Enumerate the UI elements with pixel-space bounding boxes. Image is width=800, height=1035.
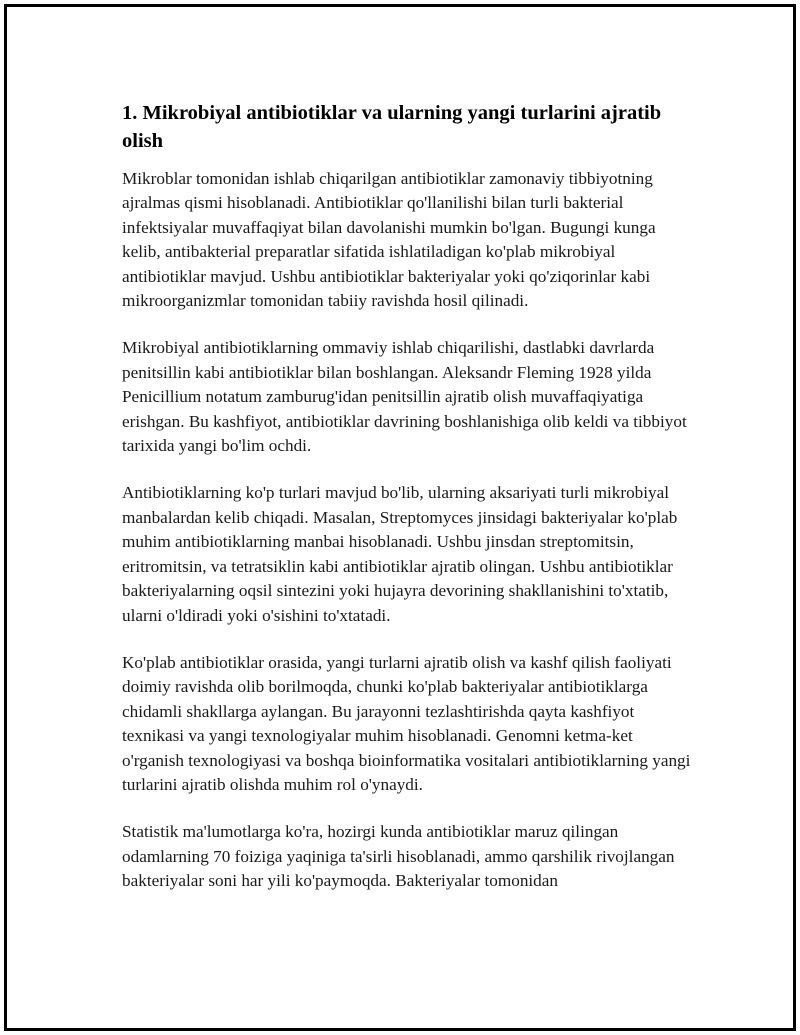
paragraph-3: Antibiotiklarning ko'p turlari mavjud bo'lib, ularning aksariyati turli mikrobiyal manbalardan kelib chiqadi. Masalan, Streptomyces jinsidagi bakteriyalar ko'plab muhim antibiotiklarning manbai hisoblanadi. Ushbu jinsdan streptomitsin, eritromitsin, va tetratsiklin kabi antibiotiklar ajratib olingan. Ushbu antibiotiklar bakteriyalarning oqsil sintezini yoki hujayra devorining shakllanishini to'xtatib, ularni o'ldiradi yoki o'sishini to'xtatadi. (122, 483, 678, 625)
page-frame (4, 4, 796, 1031)
paragraph-5: Statistik ma'lumotlarga ko'ra, hozirgi kunda antibiotiklar maruz qilingan odamlarning 70 foiziga yaqiniga ta'sirli hisoblanadi, ammo qarshilik rivojlangan bakteriyalar soni har yili ko'paymoqda. Bakteriyalar tomonidan (122, 822, 675, 891)
paragraph-1: Mikroblar tomonidan ishlab chiqarilgan antibiotiklar zamonaviy tibbiyotning ajralmas qismi hisoblanadi. Antibiotiklar qo'llanilishi bilan turli bakterial infektsiyalar muvaffaqiyat bilan davolanishi mumkin bo'lgan. Bugungi kunga kelib, antibakterial preparatlar sifatida ishlatiladigan ko'plab mikrobiyal antibiotiklar mavjud. Ushbu antibiotiklar bakteriyalar yoki qo'ziqorinlar kabi mikroorganizmlar tomonidan tabiiy ravishda hosil qilinadi. (122, 169, 656, 311)
paragraph-2: Mikrobiyal antibiotiklarning ommaviy ishlab chiqarilishi, dastlabki davrlarda penitsillin kabi antibiotiklar bilan boshlangan. Aleksandr Fleming 1928 yilda Penicillium notatum zamburug'idan penitsillin ajratib olish muvaffaqiyatiga erishgan. Bu kashfiyot, antibiotiklar davrining boshlanishiga olib keldi va tibbiyot tarixida yangi bo'lim ochdi. (122, 338, 687, 456)
document-content (122, 99, 692, 917)
section-heading: 1. Mikrobiyal antibiotiklar va ularning yangi turlarini ajratib olish (122, 102, 662, 152)
paragraph-4: Ko'plab antibiotiklar orasida, yangi turlarni ajratib olish va kashf qilish faoliyati doimiy ravishda olib borilmoqda, chunki ko'plab bakteriyalar antibiotiklarga chidamli shakllarga aylangan. Bu jarayonni tezlashtirishda qayta kashfiyot texnikasi va yangi texnologiyalar muhim hisoblanadi. Genomni ketma-ket o'rganish texnologiyasi va boshqa bioinformatika vositalari antibiotiklarning yangi turlarini ajratib olishda muhim rol o'ynaydi. (122, 652, 691, 794)
